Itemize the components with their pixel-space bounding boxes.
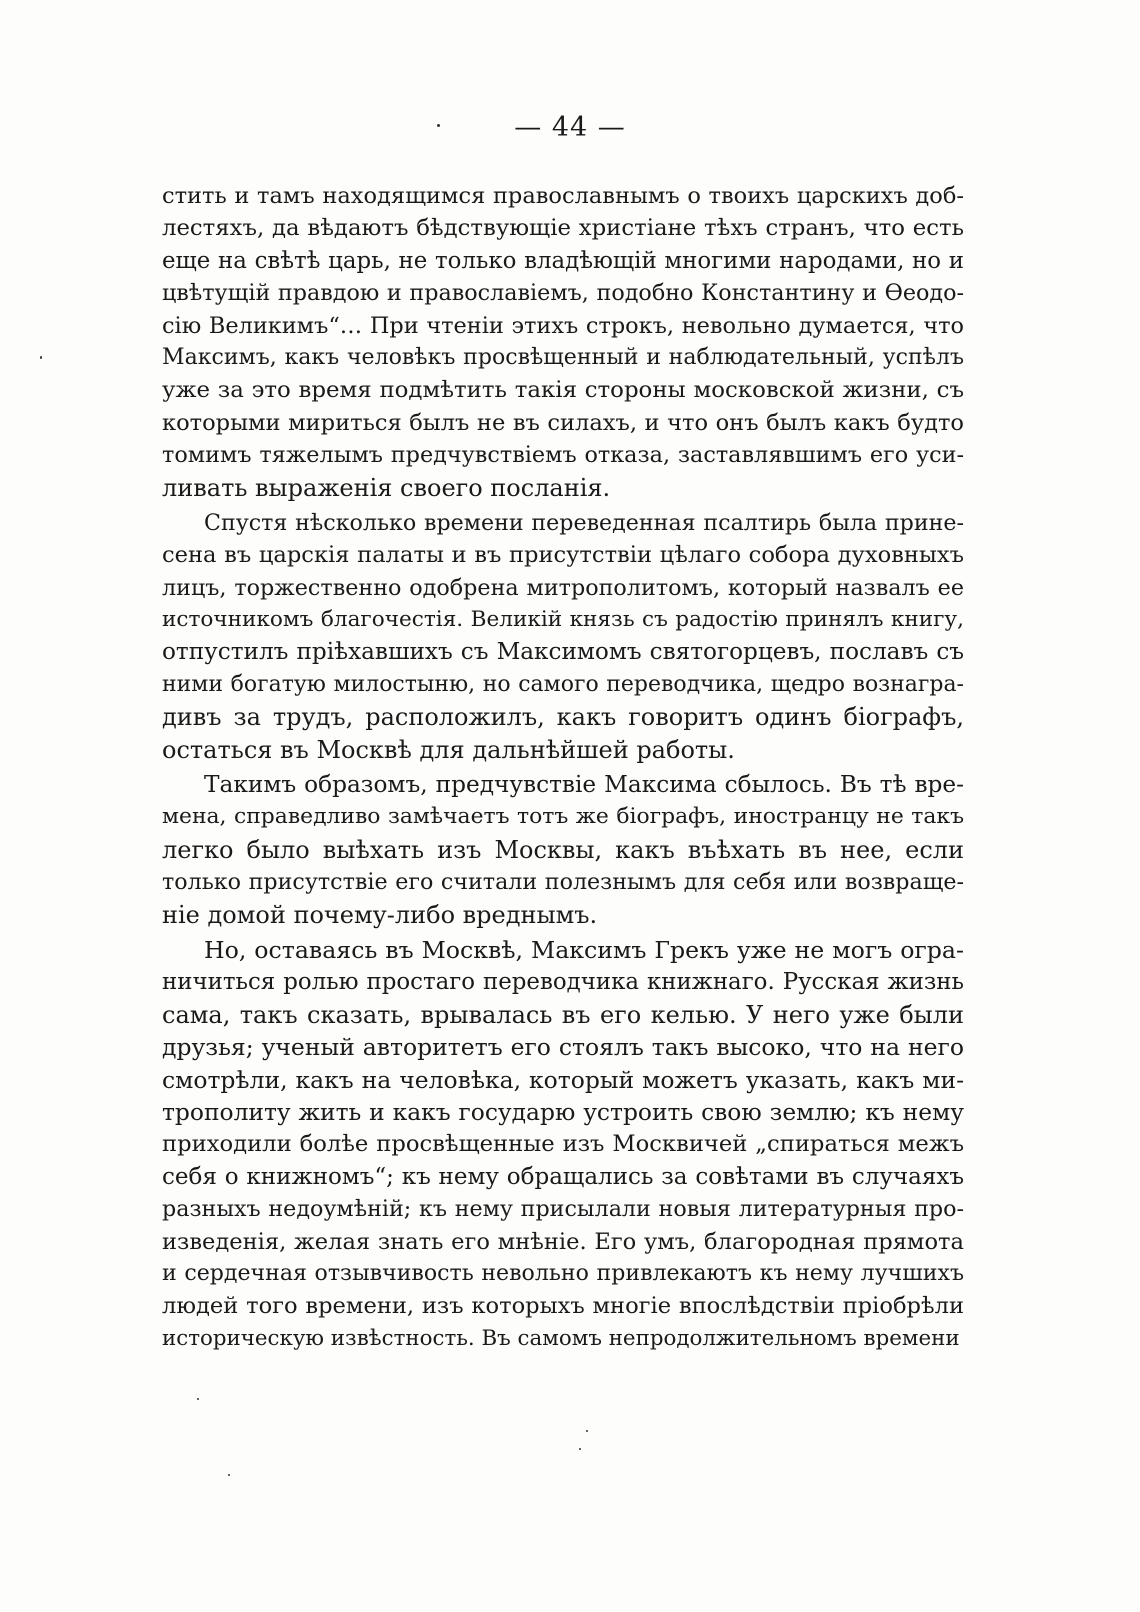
text-line: источникомъ благочестія. Великій князь съ радостію принялъ книгу,: [162, 607, 964, 633]
text-line: томимъ тяжелымъ предчувствіемъ отказа, заставлявшимъ его уси-: [162, 442, 964, 469]
text-line: друзья; ученый авторитетъ его стоялъ такъ высоко, что на него: [162, 1033, 964, 1062]
text-line: смотрѣли, какъ на человѣка, который можетъ указать, какъ ми-: [162, 1065, 964, 1094]
text-line: сена въ царскія палаты и въ присутствіи цѣлаго собора духовныхъ: [162, 542, 964, 569]
text-line: только присутствіе его считали полезнымъ для себя или возвраще-: [162, 869, 964, 896]
paragraph: [162, 769, 964, 931]
scan-speck: [197, 1398, 199, 1400]
text-line: приходили болѣе просвѣщенные изъ Москвичей „спираться межъ: [162, 1131, 964, 1158]
text-line: сама, такъ сказать, врывалась въ его келью. У него уже были: [162, 1000, 964, 1029]
text-line: Спустя нѣсколько времени переведенная псалтирь была принe-: [204, 509, 964, 536]
text-line: лестяхъ, да вѣдаютъ бѣдствующіе христіане тѣхъ странъ, что есть: [162, 215, 964, 242]
text-line: уже за это время подмѣтить такія стороны московской жизни, съ: [162, 377, 964, 404]
text-line: разныхъ недоумѣній; къ нему присылали новыя литературныя про-: [162, 1196, 964, 1223]
text-line: изведенія, желая знать его мнѣніе. Его умъ, благородная прямота: [162, 1228, 964, 1255]
scan-speck: [579, 1448, 581, 1450]
scan-speck: [40, 356, 42, 359]
text-line: себя о книжномъ“; къ нему обращались за совѣтами въ случаяхъ: [162, 1163, 964, 1190]
text-line: цвѣтущій правдою и православіемъ, подобно Константину и Ѳеодо-: [162, 280, 964, 307]
scan-speck: [437, 124, 440, 127]
text-line: мена, справедливо замѣчаетъ тотъ же біографъ, иностранцу не такъ: [162, 804, 964, 830]
text-line: историческую извѣстность. Въ самомъ непродолжительномъ времени: [162, 1325, 960, 1351]
text-line: трополиту жить и какъ государю устроить свою землю; къ нему: [162, 1097, 964, 1126]
text-line: которыми мириться былъ не въ силахъ, и что онъ былъ какъ будто: [162, 409, 964, 436]
paragraph: [162, 507, 964, 766]
text-line: отпустилъ пріѣхавшихъ съ Максимомъ святогорцевъ, пославъ съ: [162, 639, 964, 666]
paragraph: [162, 934, 964, 1355]
text-line: Такимъ образомъ, предчувствіе Максима сбылось. Въ тѣ вре-: [204, 771, 964, 799]
text-line: Но, оставаясь въ Москвѣ, Максимъ Грекъ уже не могъ огра-: [204, 935, 964, 964]
text-line: ними богатую милостыню, но самого переводчика, щедро вознагра-: [162, 671, 964, 697]
text-line: ніе домой почему-либо вреднымъ.: [162, 900, 598, 929]
text-line: ливать выраженія своего посланія.: [162, 473, 611, 502]
scan-speck: [586, 1430, 588, 1432]
text-line: сію Великимъ“… При чтеніи этихъ строкъ, невольно думается, что: [162, 312, 964, 339]
text-line: еще на свѣтѣ царь, не только владѣющій многими народами, но и: [162, 247, 964, 274]
paragraph: [162, 180, 964, 504]
text-line: лицъ, торжественно одобрена митрополитомъ, который назвалъ ее: [162, 574, 964, 601]
text-line: Максимъ, какъ человѣкъ просвѣщенный и наблюдательный, успѣлъ: [162, 344, 964, 370]
text-line: остаться въ Москвѣ для дальнѣйшей работы.: [162, 735, 735, 764]
page-number: — 44 —: [514, 112, 626, 143]
body-text: [162, 180, 964, 1355]
text-line: ничиться ролью простаго переводчика книжнаго. Русская жизнь: [162, 969, 964, 996]
scan-speck: [228, 1474, 230, 1476]
text-line: стить и тамъ находящимся православнымъ о твоихъ царскихъ доб-: [162, 183, 964, 209]
text-line: легко было выѣхать изъ Москвы, какъ въѣхать въ нее, если: [162, 835, 964, 864]
text-line: людей того времени, изъ которыхъ многіе впослѣдствіи пріобрѣли: [162, 1293, 964, 1320]
text-line: и сердечная отзывчивость невольно привлекаютъ къ нему лучшихъ: [162, 1260, 964, 1286]
text-line: дивъ за трудъ, расположилъ, какъ говоритъ одинъ біографъ,: [162, 703, 964, 732]
